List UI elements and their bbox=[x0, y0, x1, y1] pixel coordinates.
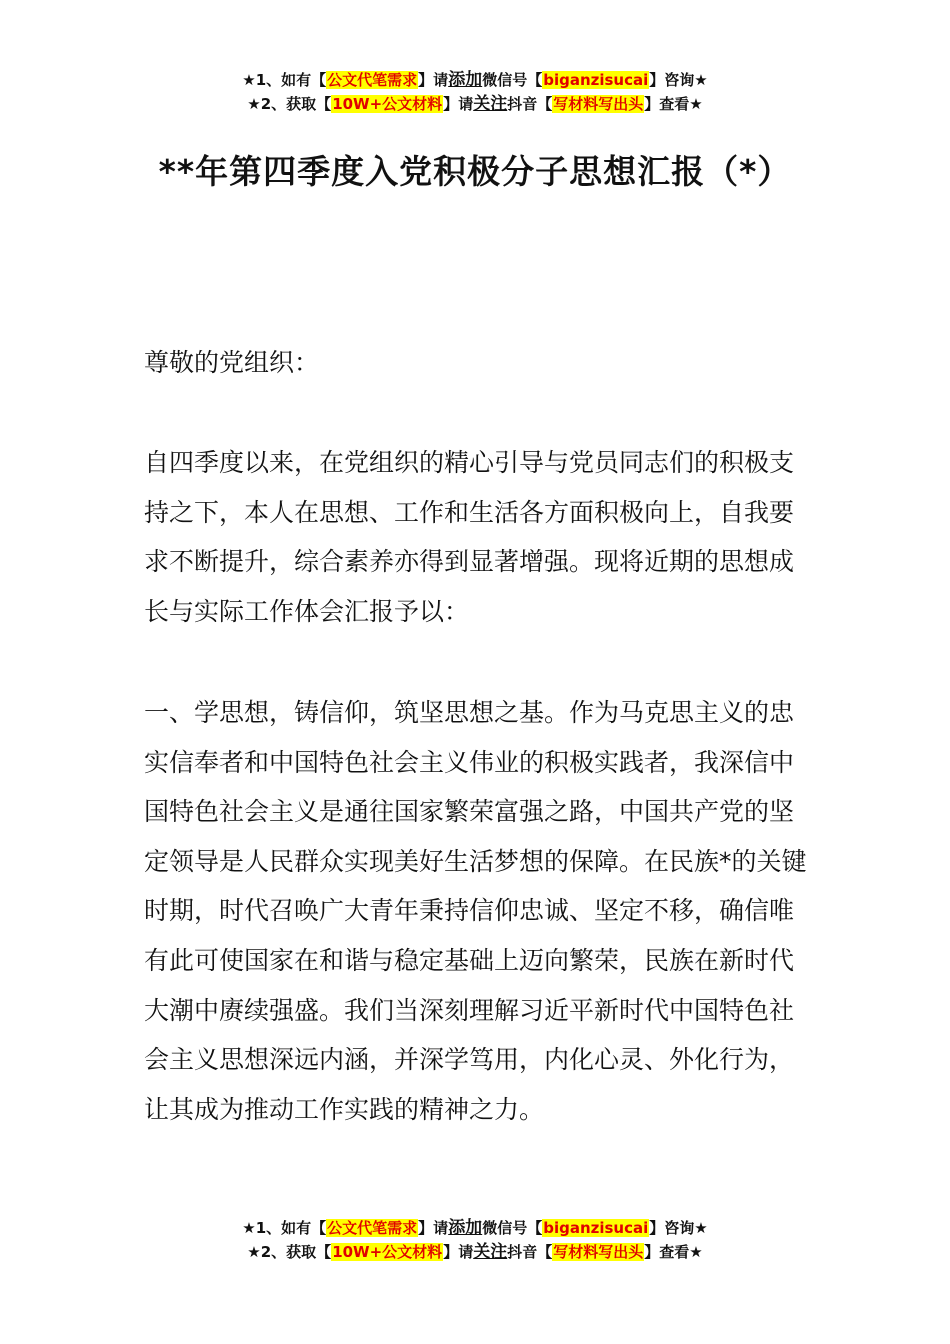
promo-underline: 关注 bbox=[473, 1242, 508, 1262]
promo-text: 】咨询★ bbox=[649, 1219, 708, 1237]
promo-text: ★1、如有【 bbox=[242, 71, 327, 89]
promo-highlight: biganzisucai bbox=[543, 71, 649, 89]
salutation-text: 尊敬的党组织： bbox=[144, 348, 320, 377]
promo-line-2 bbox=[0, 1240, 950, 1264]
promo-highlight: 写材料写出头 bbox=[553, 1243, 644, 1261]
paragraph-intro bbox=[144, 438, 808, 636]
promo-text: ★2、获取【 bbox=[247, 95, 332, 113]
promo-line-2 bbox=[0, 92, 950, 116]
promo-line-1 bbox=[0, 68, 950, 92]
promo-underline: 添加 bbox=[448, 70, 483, 90]
promo-line-1 bbox=[0, 1216, 950, 1240]
promo-underline: 关注 bbox=[473, 94, 508, 114]
promo-text: 】咨询★ bbox=[649, 71, 708, 89]
promo-highlight: 10W+公文材料 bbox=[332, 1243, 443, 1261]
promo-text: 】请 bbox=[418, 71, 449, 89]
promo-text: 抖音【 bbox=[507, 1243, 553, 1261]
promo-text: ★1、如有【 bbox=[242, 1219, 327, 1237]
promo-text: 】查看★ bbox=[644, 95, 703, 113]
promo-highlight: biganzisucai bbox=[543, 1219, 649, 1237]
promo-text: 】请 bbox=[443, 1243, 474, 1261]
promo-highlight: 公文代笔需求 bbox=[327, 1219, 418, 1237]
promo-text: ★2、获取【 bbox=[247, 1243, 332, 1261]
promo-text: 】请 bbox=[418, 1219, 449, 1237]
salutation bbox=[144, 338, 808, 388]
paragraph-section-1 bbox=[144, 688, 808, 1134]
promo-highlight: 10W+公文材料 bbox=[332, 95, 443, 113]
promo-text: 】查看★ bbox=[644, 1243, 703, 1261]
promo-text: 微信号【 bbox=[482, 71, 543, 89]
promo-text: 】请 bbox=[443, 95, 474, 113]
promo-highlight: 写材料写出头 bbox=[553, 95, 644, 113]
promo-highlight: 公文代笔需求 bbox=[327, 71, 418, 89]
promo-underline: 添加 bbox=[448, 1218, 483, 1238]
promo-text: 微信号【 bbox=[482, 1219, 543, 1237]
document-title: **年第四季度入党积极分子思想汇报（*） bbox=[158, 152, 792, 191]
promo-banner-top bbox=[0, 68, 950, 116]
paragraph-text: 一、学思想，铸信仰，筑坚思想之基。作为马克思主义的忠实信奉者和中国特色社会主义伟业的积极实践者，我深信中国特色社会主义是通往国家繁荣富强之路，中国共产党的坚定领导是人民群众实现美好生活梦想的保障。在民族*的关键时期，时代召唤广大青年秉持信仰忠诚、坚定不移，确信唯有此可使国家在和谐与稳定基础上迈向繁荣，民族在新时代大潮中赓续强盛。我们当深刻理解习近平新时代中国特色社会主义思想深远内涵，并深学笃用，内化心灵、外化行为，让其成为推动工作实践的精神之力。 bbox=[144, 698, 807, 1124]
promo-text: 抖音【 bbox=[507, 95, 553, 113]
paragraph-text: 自四季度以来，在党组织的精心引导与党员同志们的积极支持之下，本人在思想、工作和生活各方面积极向上，自我要求不断提升，综合素养亦得到显著增强。现将近期的思想成长与实际工作体会汇报予以： bbox=[144, 448, 795, 626]
promo-banner-bottom bbox=[0, 1216, 950, 1264]
